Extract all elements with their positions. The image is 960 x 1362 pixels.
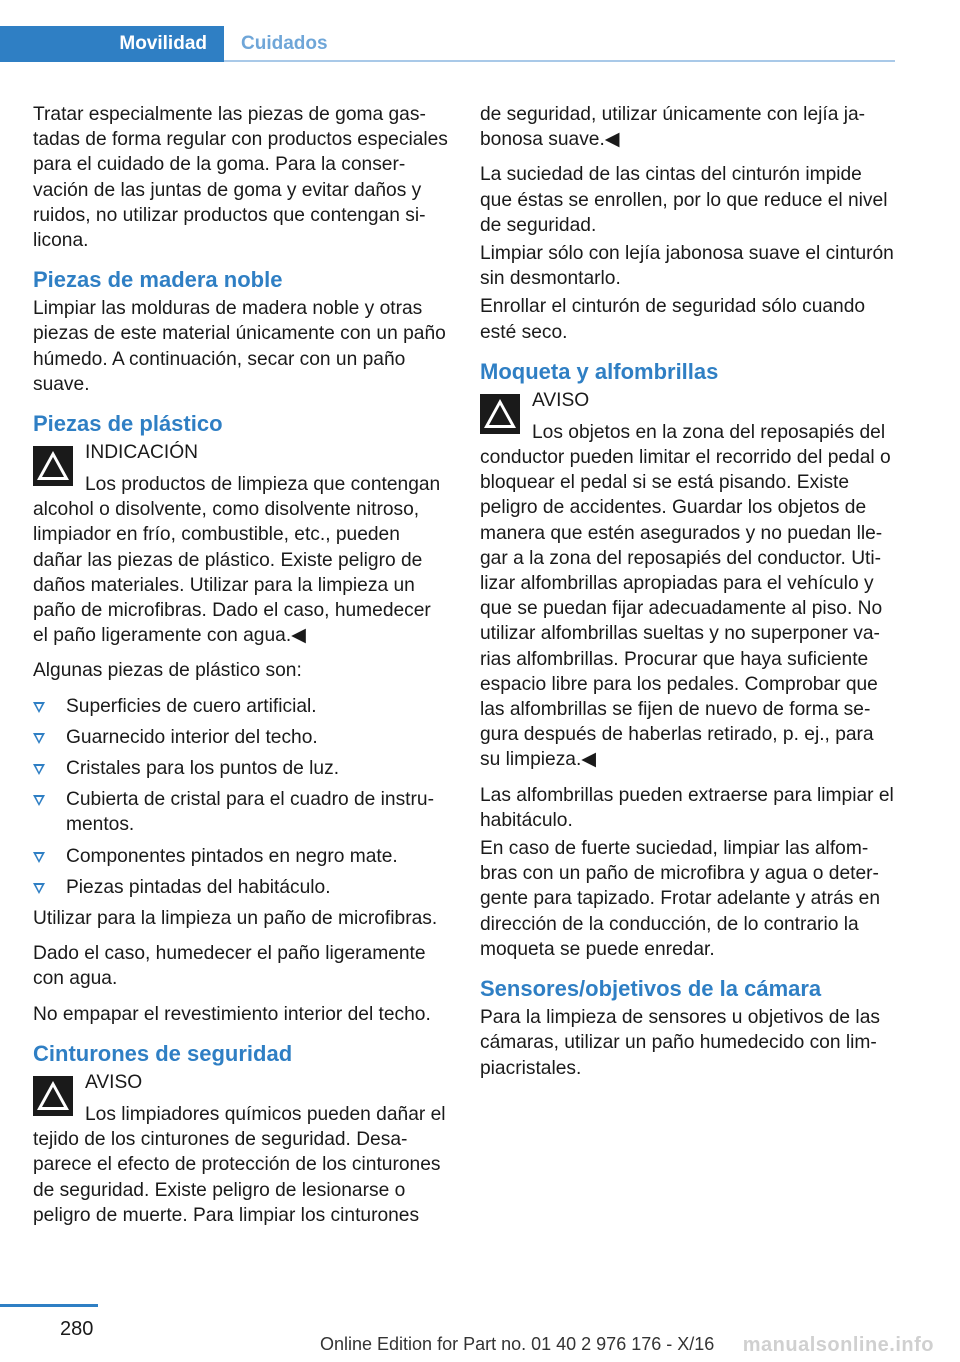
heading-moqueta: Moqueta y alfombrillas bbox=[480, 358, 719, 384]
paragraph-madera: Limpiar las molduras de madera noble y otras piezas de este material únicamente con un paño húmedo. A continuación, secar con un paño suave. bbox=[33, 298, 446, 395]
list-item: Cristales para los puntos de luz. bbox=[33, 756, 449, 781]
list-item: Componentes pintados en negro mate. bbox=[33, 844, 449, 869]
list-item: Guarnecido interior del techo. bbox=[33, 725, 449, 750]
heading-madera: Piezas de madera noble bbox=[33, 267, 283, 293]
notice-text: Los productos de limpieza que contengan alcohol o disolvente, como disolvente nitroso, limpiador en frío, combustible, etc., pueden dañar las piezas de plástico. Existe peligro de daños materiales. Utilizar para la limpieza un paño de microfibras. Dado el caso, humedecer el paño ligeramente con agua.◀ bbox=[33, 474, 441, 647]
heading-sensores: Sensores/objetivos de la cámara bbox=[480, 976, 822, 1002]
heading-plastico: Piezas de plástico bbox=[33, 411, 223, 437]
plastic-parts-list bbox=[33, 694, 449, 900]
notice-label: INDICACIÓN bbox=[85, 442, 198, 464]
page-number: 280 bbox=[60, 1318, 94, 1340]
bullet-icon bbox=[33, 883, 45, 894]
tab-movilidad[interactable]: Movilidad bbox=[0, 26, 224, 62]
warning-icon bbox=[33, 446, 73, 486]
paragraph-utilizar: Utilizar para la limpieza un paño de microfibras. bbox=[33, 908, 438, 930]
paragraph-extraer: Las alfombrillas pueden extraerse para limpiar el habitáculo. bbox=[480, 784, 894, 831]
paragraph-continuation: de seguridad, utilizar únicamente con lejía jabonosa suave.◀ bbox=[480, 104, 866, 151]
bullet-icon bbox=[33, 764, 45, 775]
paragraph-enrollar: Enrollar el cinturón de seguridad sólo cuando esté seco. bbox=[480, 296, 866, 343]
notice-label: AVISO bbox=[532, 389, 590, 411]
notice-plastico bbox=[33, 440, 449, 648]
bullet-icon bbox=[33, 795, 45, 806]
list-item: Superficies de cuero artificial. bbox=[33, 694, 449, 719]
watermark: manualsonline.info bbox=[742, 1334, 934, 1356]
paragraph-empapar: No empapar el revestimiento interior del techo. bbox=[33, 1003, 431, 1025]
bullet-icon bbox=[33, 733, 45, 744]
left-column bbox=[33, 102, 449, 1238]
chapter-tabs bbox=[0, 26, 895, 62]
bullet-icon bbox=[33, 852, 45, 863]
paragraph-limpiar: Limpiar sólo con lejía jabonosa suave el cinturón sin desmontarlo. bbox=[480, 243, 894, 290]
intro-paragraph: Tratar especialmente las piezas de goma gastadas de forma regular con productos especiales para el cuidado de la goma. Para la conservación de las juntas de goma y evitar daños y ruidos, no utilizar productos que contengan silicona. bbox=[33, 104, 448, 252]
tab-cuidados[interactable]: Cuidados bbox=[241, 33, 328, 54]
warning-icon bbox=[480, 394, 520, 434]
paragraph-suciedad: La suciedad de las cintas del cinturón impide que éstas se enrollen, por lo que reduce el nivel de seguridad. bbox=[480, 164, 888, 236]
paragraph-sensores: Para la limpieza de sensores u objetivos de las cámaras, utilizar un paño humedecido con limpiacristales. bbox=[480, 1007, 880, 1079]
paragraph-fuerte: En caso de fuerte suciedad, limpiar las alfombras con un paño de microfibra y agua o detergente para tapizado. Frotar adelante y atrás en dirección de la conducción, de lo contrario la moqueta se puede enredar. bbox=[480, 838, 880, 960]
notice-text: Los objetos en la zona del reposapiés del conductor pueden limitar el recorrido del pedal o bloquear el pedal si se está pisando. Existe peligro de accidentes. Guardar los objetos de manera que estén asegurados y no puedan llegar a la zona del reposapiés del conductor. Utilizar alfombrillas apropiadas para el vehículo y que se puedan fijar adecuadamente al piso. No utilizar alfombrillas sueltas y no superponer varias alfombrillas. Procurar que haya suficiente espacio libre para los pedales. Comprobar que las alfombrillas se fijen de nuevo de forma segura después de haberlas retirado, p. ej., para su limpieza.◀ bbox=[480, 421, 891, 771]
warning-icon bbox=[33, 1076, 73, 1116]
list-item: Cubierta de cristal para el cuadro de instrumentos. bbox=[33, 787, 449, 837]
bullet-icon bbox=[33, 702, 45, 713]
tab-divider bbox=[224, 60, 895, 62]
paragraph-algunas: Algunas piezas de plástico son: bbox=[33, 660, 302, 682]
edition-note: Online Edition for Part no. 01 40 2 976 176 - X/16 bbox=[320, 1334, 715, 1354]
notice-moqueta bbox=[480, 388, 896, 773]
notice-label: AVISO bbox=[85, 1071, 143, 1093]
footer-rule bbox=[0, 1304, 98, 1307]
list-item: Piezas pintadas del habitáculo. bbox=[33, 875, 449, 900]
heading-cinturones: Cinturones de seguridad bbox=[33, 1040, 293, 1066]
notice-cinturones bbox=[33, 1070, 449, 1228]
notice-text: Los limpiadores químicos pueden dañar el tejido de los cinturones de seguridad. Desaparece el efecto de protección de los cinturones de seguridad. Existe peligro de lesionarse o peligro de muerte. Para limpiar los cinturones bbox=[33, 1103, 446, 1226]
paragraph-dado: Dado el caso, humedecer el paño ligeramente con agua. bbox=[33, 943, 426, 990]
right-column bbox=[480, 102, 896, 1091]
